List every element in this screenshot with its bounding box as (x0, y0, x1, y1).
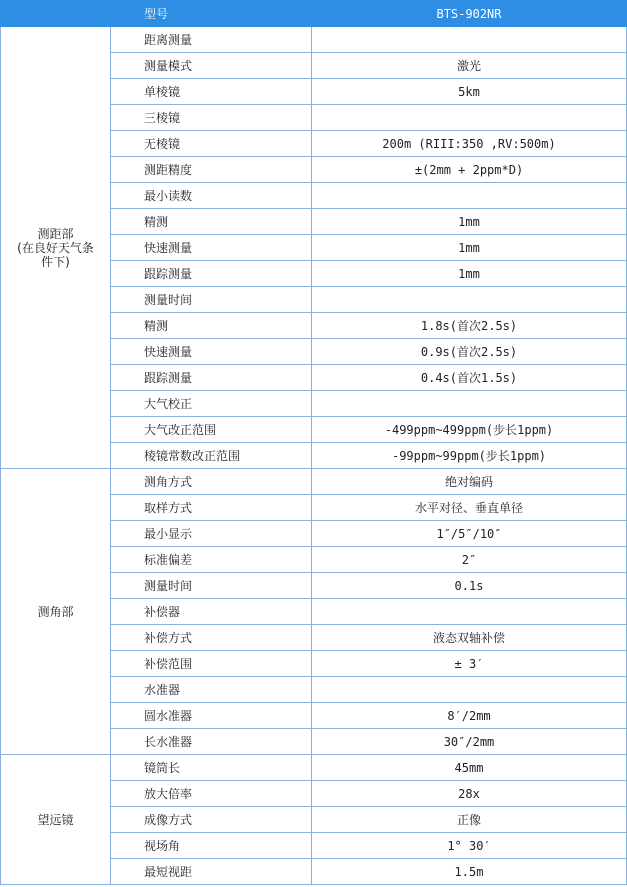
spec-value-cell: -99ppm~99ppm(步长1ppm) (312, 443, 627, 469)
spec-value-cell: 0.1s (312, 573, 627, 599)
spec-label-cell: 最小读数 (111, 183, 312, 209)
spec-value-cell (312, 391, 627, 417)
spec-label-cell: 棱镜常数改正范围 (111, 443, 312, 469)
spec-value-cell: 1″/5″/10″ (312, 521, 627, 547)
spec-label-cell: 视场角 (111, 833, 312, 859)
spec-value-cell: 水平对径、垂直单径 (312, 495, 627, 521)
spec-value-cell: 正像 (312, 807, 627, 833)
spec-label-cell: 跟踪测量 (111, 365, 312, 391)
spec-label-cell: 补偿器 (111, 599, 312, 625)
spec-label-cell: 成像方式 (111, 807, 312, 833)
spec-value-cell: 0.4s(首次1.5s) (312, 365, 627, 391)
spec-label-cell: 大气改正范围 (111, 417, 312, 443)
spec-label-cell: 最短视距 (111, 859, 312, 885)
spec-label-cell: 快速测量 (111, 235, 312, 261)
spec-label-cell: 镜筒长 (111, 755, 312, 781)
spec-value-cell (312, 287, 627, 313)
spec-label-cell: 精测 (111, 313, 312, 339)
table-row (1, 469, 627, 495)
spec-value-cell: 1.8s(首次2.5s) (312, 313, 627, 339)
spec-value-cell: 液态双轴补偿 (312, 625, 627, 651)
spec-label-cell: 测量时间 (111, 287, 312, 313)
spec-label-cell: 精测 (111, 209, 312, 235)
spec-value-cell: 8′/2mm (312, 703, 627, 729)
spec-label-cell: 三棱镜 (111, 105, 312, 131)
spec-label-cell: 圆水准器 (111, 703, 312, 729)
spec-label-cell: 距离测量 (111, 27, 312, 53)
spec-label-cell: 长水准器 (111, 729, 312, 755)
spec-value-cell: 1mm (312, 261, 627, 287)
spec-label-cell: 最小显示 (111, 521, 312, 547)
spec-value-cell: 1mm (312, 235, 627, 261)
section-name-cell: 测角部 (1, 469, 111, 755)
spec-value-cell: ± 3′ (312, 651, 627, 677)
section-name-cell: 望远镜 (1, 755, 111, 885)
spec-label-cell: 跟踪测量 (111, 261, 312, 287)
spec-value-cell: 1° 30′ (312, 833, 627, 859)
spec-label-cell: 大气校正 (111, 391, 312, 417)
spec-label-cell: 测角方式 (111, 469, 312, 495)
spec-value-cell: 1mm (312, 209, 627, 235)
spec-value-cell: 激光 (312, 53, 627, 79)
spec-label-cell: 测量模式 (111, 53, 312, 79)
spec-label-cell: 标准偏差 (111, 547, 312, 573)
spec-value-cell: 30″/2mm (312, 729, 627, 755)
spec-value-cell: 2″ (312, 547, 627, 573)
spec-value-cell: 5km (312, 79, 627, 105)
spec-label-cell: 测量时间 (111, 573, 312, 599)
spec-label-cell: 无棱镜 (111, 131, 312, 157)
spec-value-cell: -499ppm~499ppm(步长1ppm) (312, 417, 627, 443)
spec-label-cell: 快速测量 (111, 339, 312, 365)
spec-label-cell: 取样方式 (111, 495, 312, 521)
spec-value-cell: 200m (RIII:350 ,RV:500m) (312, 131, 627, 157)
spec-value-cell: 绝对编码 (312, 469, 627, 495)
spec-value-cell: 1.5m (312, 859, 627, 885)
spec-label-cell: 测距精度 (111, 157, 312, 183)
spec-label-cell: 补偿方式 (111, 625, 312, 651)
table-header-row (1, 1, 627, 27)
spec-value-cell: 45mm (312, 755, 627, 781)
spec-value-cell: ±(2mm + 2ppm*D) (312, 157, 627, 183)
spec-value-cell (312, 183, 627, 209)
table-row (1, 755, 627, 781)
section-name-cell: 测距部 (在良好天气条 件下) (1, 27, 111, 469)
spec-value-cell (312, 677, 627, 703)
spec-value-cell: 0.9s(首次2.5s) (312, 339, 627, 365)
table-row (1, 27, 627, 53)
header-group-cell (1, 1, 111, 27)
spec-label-cell: 水准器 (111, 677, 312, 703)
spec-label-cell: 单棱镜 (111, 79, 312, 105)
header-model-label: 型号 (111, 1, 312, 27)
spec-value-cell (312, 27, 627, 53)
spec-value-cell (312, 599, 627, 625)
header-model-value: BTS-902NR (312, 1, 627, 27)
spec-value-cell: 28x (312, 781, 627, 807)
spec-label-cell: 放大倍率 (111, 781, 312, 807)
spec-value-cell (312, 105, 627, 131)
spec-label-cell: 补偿范围 (111, 651, 312, 677)
